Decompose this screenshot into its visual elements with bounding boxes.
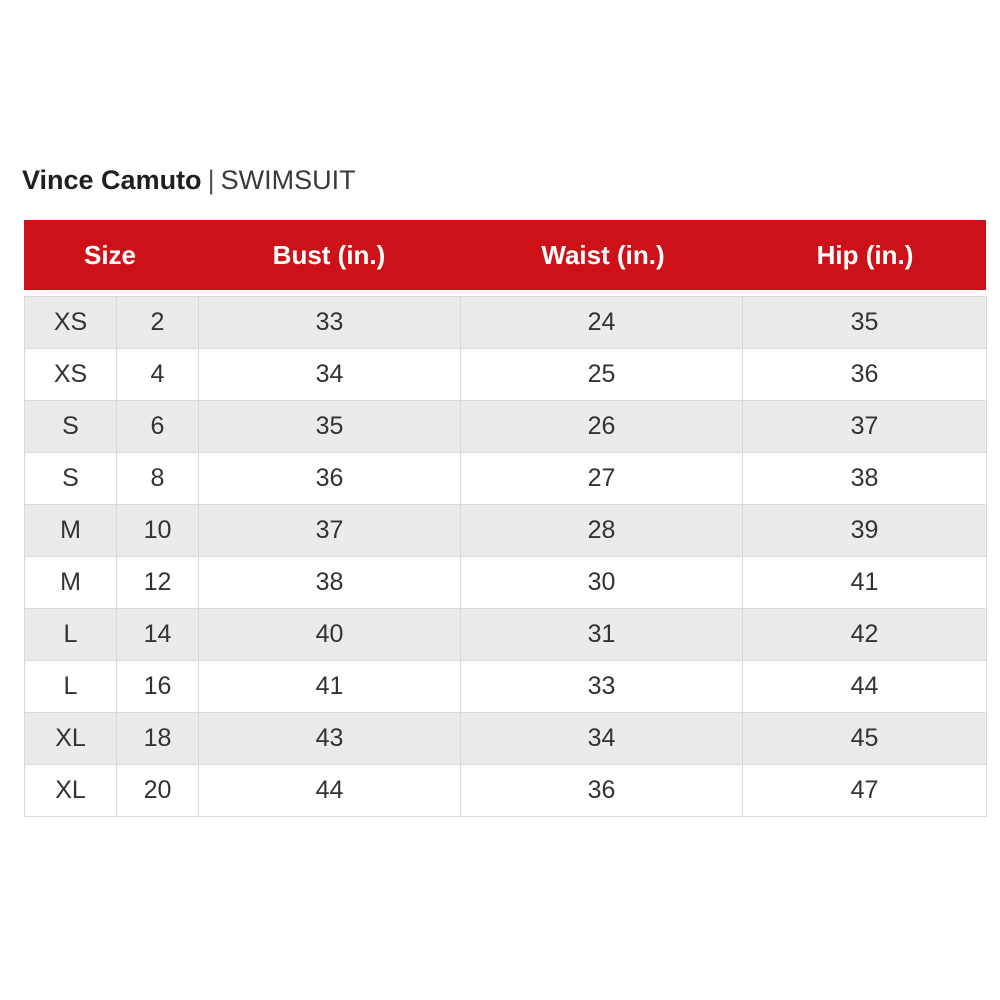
waist-cell: 34 [461,713,743,765]
hip-cell: 37 [743,401,987,453]
waist-cell: 30 [461,557,743,609]
size-letter-cell: S [25,453,117,505]
size-number-cell: 16 [117,661,199,713]
header-hip: Hip (in.) [816,239,914,270]
table-row [25,661,987,713]
size-table [24,296,987,817]
bust-cell: 44 [199,765,461,817]
size-chart-title [22,162,356,198]
size-chart [24,220,986,817]
size-letter-cell: XL [25,765,117,817]
size-number-cell: 14 [117,609,199,661]
size-number-cell: 10 [117,505,199,557]
header-size: Size [83,239,137,270]
hip-cell: 36 [743,349,987,401]
hip-cell: 44 [743,661,987,713]
waist-cell: 24 [461,297,743,349]
hip-cell: 45 [743,713,987,765]
size-letter-cell: L [25,661,117,713]
waist-cell: 28 [461,505,743,557]
bust-cell: 36 [199,453,461,505]
hip-cell: 38 [743,453,987,505]
table-row [25,713,987,765]
table-row [25,505,987,557]
size-letter-cell: XL [25,713,117,765]
size-number-cell: 18 [117,713,199,765]
size-letter-cell: M [25,557,117,609]
bust-cell: 38 [199,557,461,609]
table-row [25,453,987,505]
table-row [25,765,987,817]
hip-cell: 41 [743,557,987,609]
waist-cell: 33 [461,661,743,713]
table-row [25,297,987,349]
table-row [25,349,987,401]
hip-cell: 39 [743,505,987,557]
bust-cell: 41 [199,661,461,713]
size-letter-cell: XS [25,349,117,401]
bust-cell: 37 [199,505,461,557]
size-chart-header [24,220,986,290]
waist-cell: 31 [461,609,743,661]
product-category: SWIMSUIT [220,165,356,195]
bust-cell: 34 [199,349,461,401]
bust-cell: 40 [199,609,461,661]
hip-cell: 42 [743,609,987,661]
size-number-cell: 8 [117,453,199,505]
table-row [25,609,987,661]
size-number-cell: 6 [117,401,199,453]
size-number-cell: 12 [117,557,199,609]
table-row [25,557,987,609]
bust-cell: 35 [199,401,461,453]
size-number-cell: 2 [117,297,199,349]
size-number-cell: 4 [117,349,199,401]
waist-cell: 25 [461,349,743,401]
bust-cell: 33 [199,297,461,349]
size-letter-cell: M [25,505,117,557]
waist-cell: 27 [461,453,743,505]
hip-cell: 47 [743,765,987,817]
size-number-cell: 20 [117,765,199,817]
header-waist: Waist (in.) [541,239,665,270]
header-bust: Bust (in.) [272,239,386,270]
size-table-body [25,297,987,817]
size-letter-cell: S [25,401,117,453]
table-row [25,401,987,453]
hip-cell: 35 [743,297,987,349]
title-separator: | [207,165,215,195]
waist-cell: 36 [461,765,743,817]
size-letter-cell: L [25,609,117,661]
brand-name: Vince Camuto [22,165,202,195]
size-letter-cell: XS [25,297,117,349]
bust-cell: 43 [199,713,461,765]
waist-cell: 26 [461,401,743,453]
